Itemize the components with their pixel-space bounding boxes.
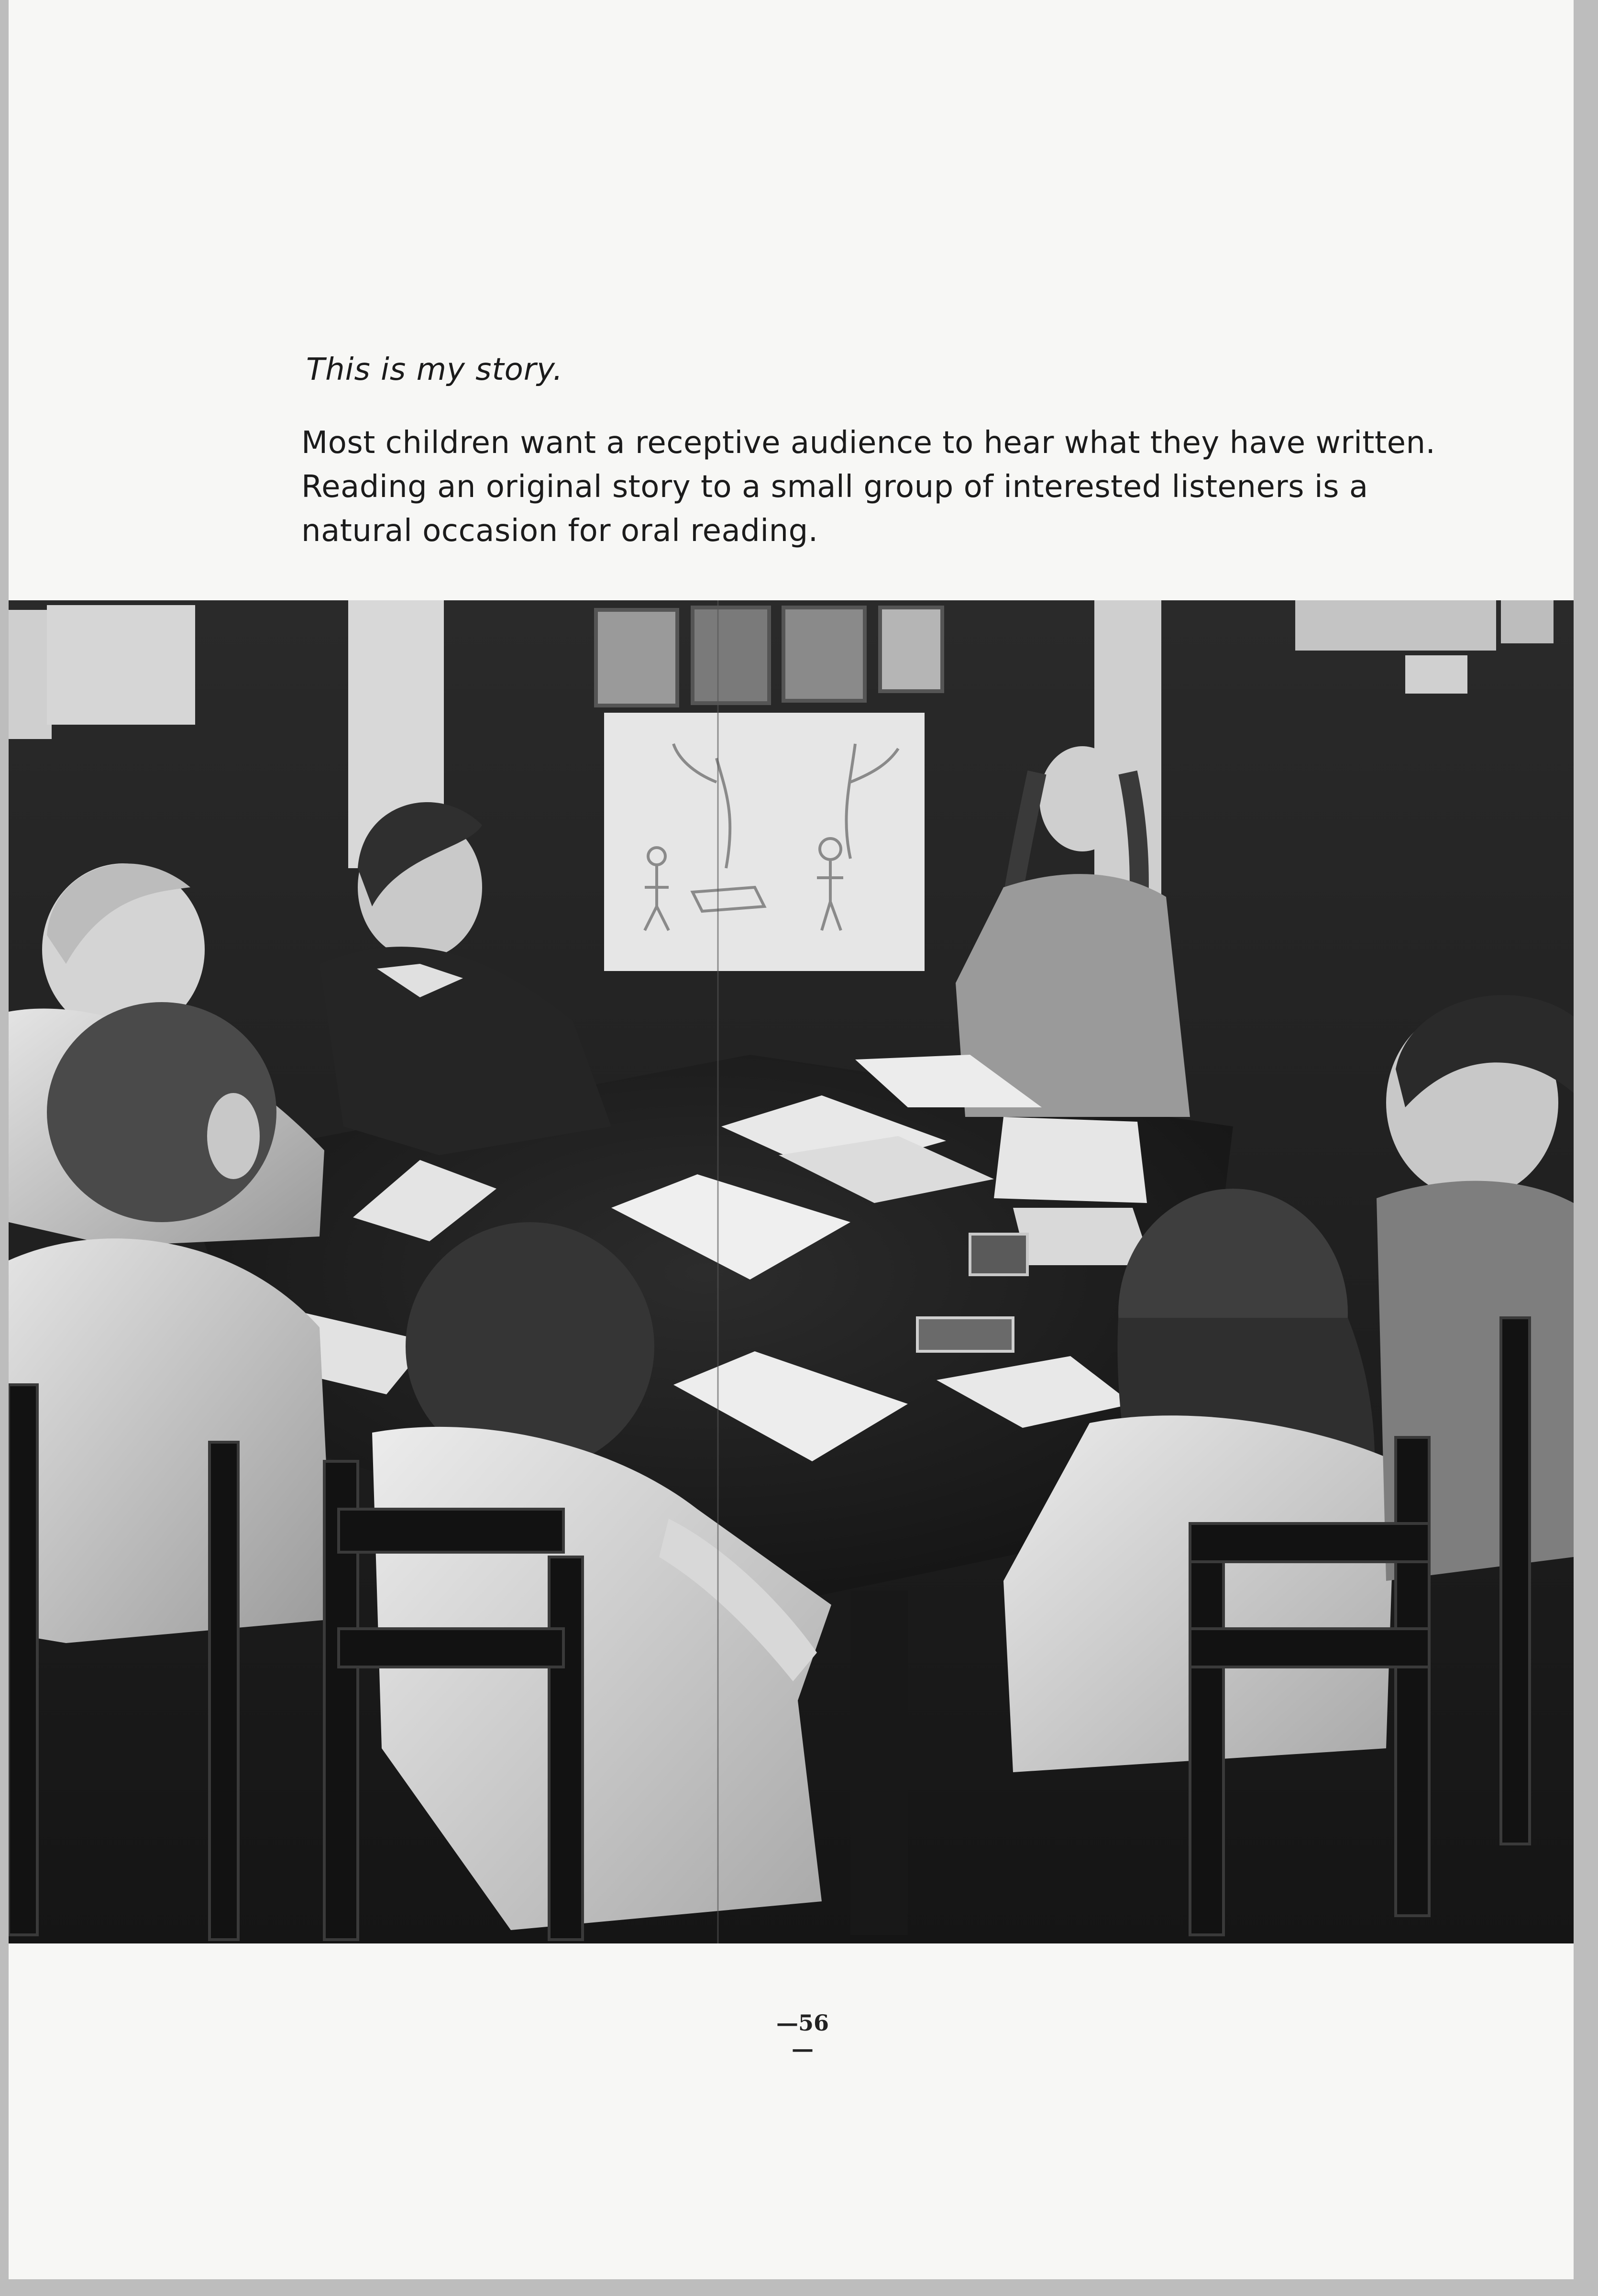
table-leg	[850, 1590, 908, 1935]
wall-panel-right	[1094, 600, 1161, 897]
crayon-box	[917, 1318, 1013, 1351]
classroom-photo	[9, 600, 1574, 1943]
pinned-drawing	[1501, 600, 1554, 643]
pinned-note	[1405, 655, 1467, 694]
pinned-drawing	[47, 605, 195, 725]
document-page	[9, 0, 1574, 2279]
caption-body: Most children want a receptive audience to hear what they have written. Reading an original story to a small group of interested listeners is a natural occasion for oral reading.	[301, 425, 1436, 549]
child-body	[9, 1238, 334, 1643]
framed-picture	[693, 607, 769, 703]
reading-girl-head	[1039, 746, 1125, 851]
framed-picture	[783, 607, 865, 701]
paper-sheet	[994, 1117, 1147, 1203]
caption-title: This is my story.	[306, 352, 563, 387]
child-ear	[207, 1093, 260, 1179]
crayon-box	[970, 1234, 1027, 1275]
framed-picture	[880, 607, 942, 691]
pinned-drawing	[1295, 600, 1496, 651]
page-number: —56—	[776, 2010, 829, 2062]
pinned-drawing	[9, 610, 52, 739]
framed-picture	[596, 610, 677, 706]
easel-drawing	[604, 713, 925, 971]
chair	[1501, 1318, 1530, 1844]
